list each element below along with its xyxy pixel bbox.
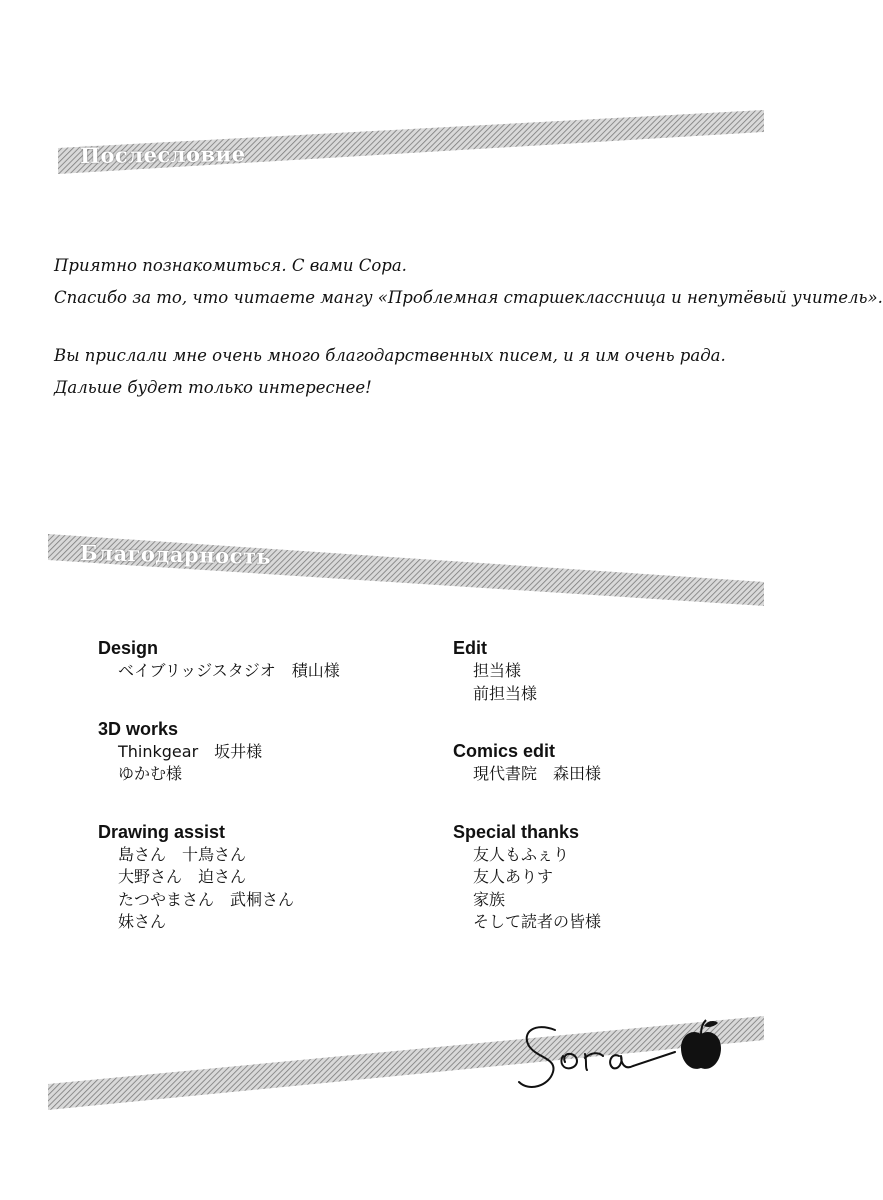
credit-block-drawing-assist	[98, 820, 418, 934]
credit-line: Thinkgear 坂井様	[118, 741, 263, 761]
afterword-line: Вы прислали мне очень много благодарственных писем, и я им очень рада.	[54, 346, 726, 365]
credit-line: 家族	[473, 889, 506, 909]
credit-line: 担当様	[473, 661, 522, 680]
afterword-text	[54, 250, 883, 404]
credit-block-3d-works	[98, 717, 418, 786]
credit-block-special-thanks	[453, 820, 753, 934]
afterword-line: Приятно познакомиться. С вами Сора.	[54, 256, 407, 275]
signature	[515, 1012, 725, 1104]
credit-line: そして読者の皆様	[473, 912, 602, 931]
credit-title: 3D works	[98, 718, 179, 739]
credit-line: 島さん 十鳥さん	[118, 844, 247, 864]
afterword-line: Дальше будет только интереснее!	[54, 378, 372, 397]
credit-title: Edit	[453, 638, 487, 658]
credit-block-comics-edit	[453, 739, 753, 786]
credit-line: たつやまさん 武桐さん	[118, 889, 295, 909]
credit-block-edit	[453, 636, 753, 705]
credit-title: Special thanks	[453, 821, 580, 842]
credit-title: Design	[98, 638, 159, 658]
credit-line: 妹さん	[118, 912, 167, 931]
afterword-line: Спасибо за то, что читаете мангу «Проблемная старшеклассница и непутёвый учитель».	[54, 288, 883, 307]
thanks-heading: Благодарность	[79, 540, 272, 570]
credits-left-column	[98, 636, 418, 934]
credits-right-column	[453, 636, 753, 934]
credit-title: Drawing assist	[98, 821, 226, 842]
credit-line: 前担当様	[473, 683, 538, 703]
credit-title: Comics edit	[453, 741, 556, 761]
signature-sora	[519, 1027, 675, 1087]
credit-line: 友人もふぇり	[473, 844, 570, 864]
credit-line: 友人ありす	[473, 867, 554, 886]
credit-line: 現代書院 森田様	[473, 764, 602, 783]
credit-line: ベイブリッジスタジオ 積山様	[118, 661, 340, 680]
credit-line: ゆかむ様	[118, 764, 183, 783]
credit-line: 大野さん 迫さん	[118, 867, 247, 886]
apple-icon	[681, 1020, 721, 1069]
credit-block-design	[98, 636, 418, 683]
afterword-heading: Послесловие	[80, 141, 246, 168]
